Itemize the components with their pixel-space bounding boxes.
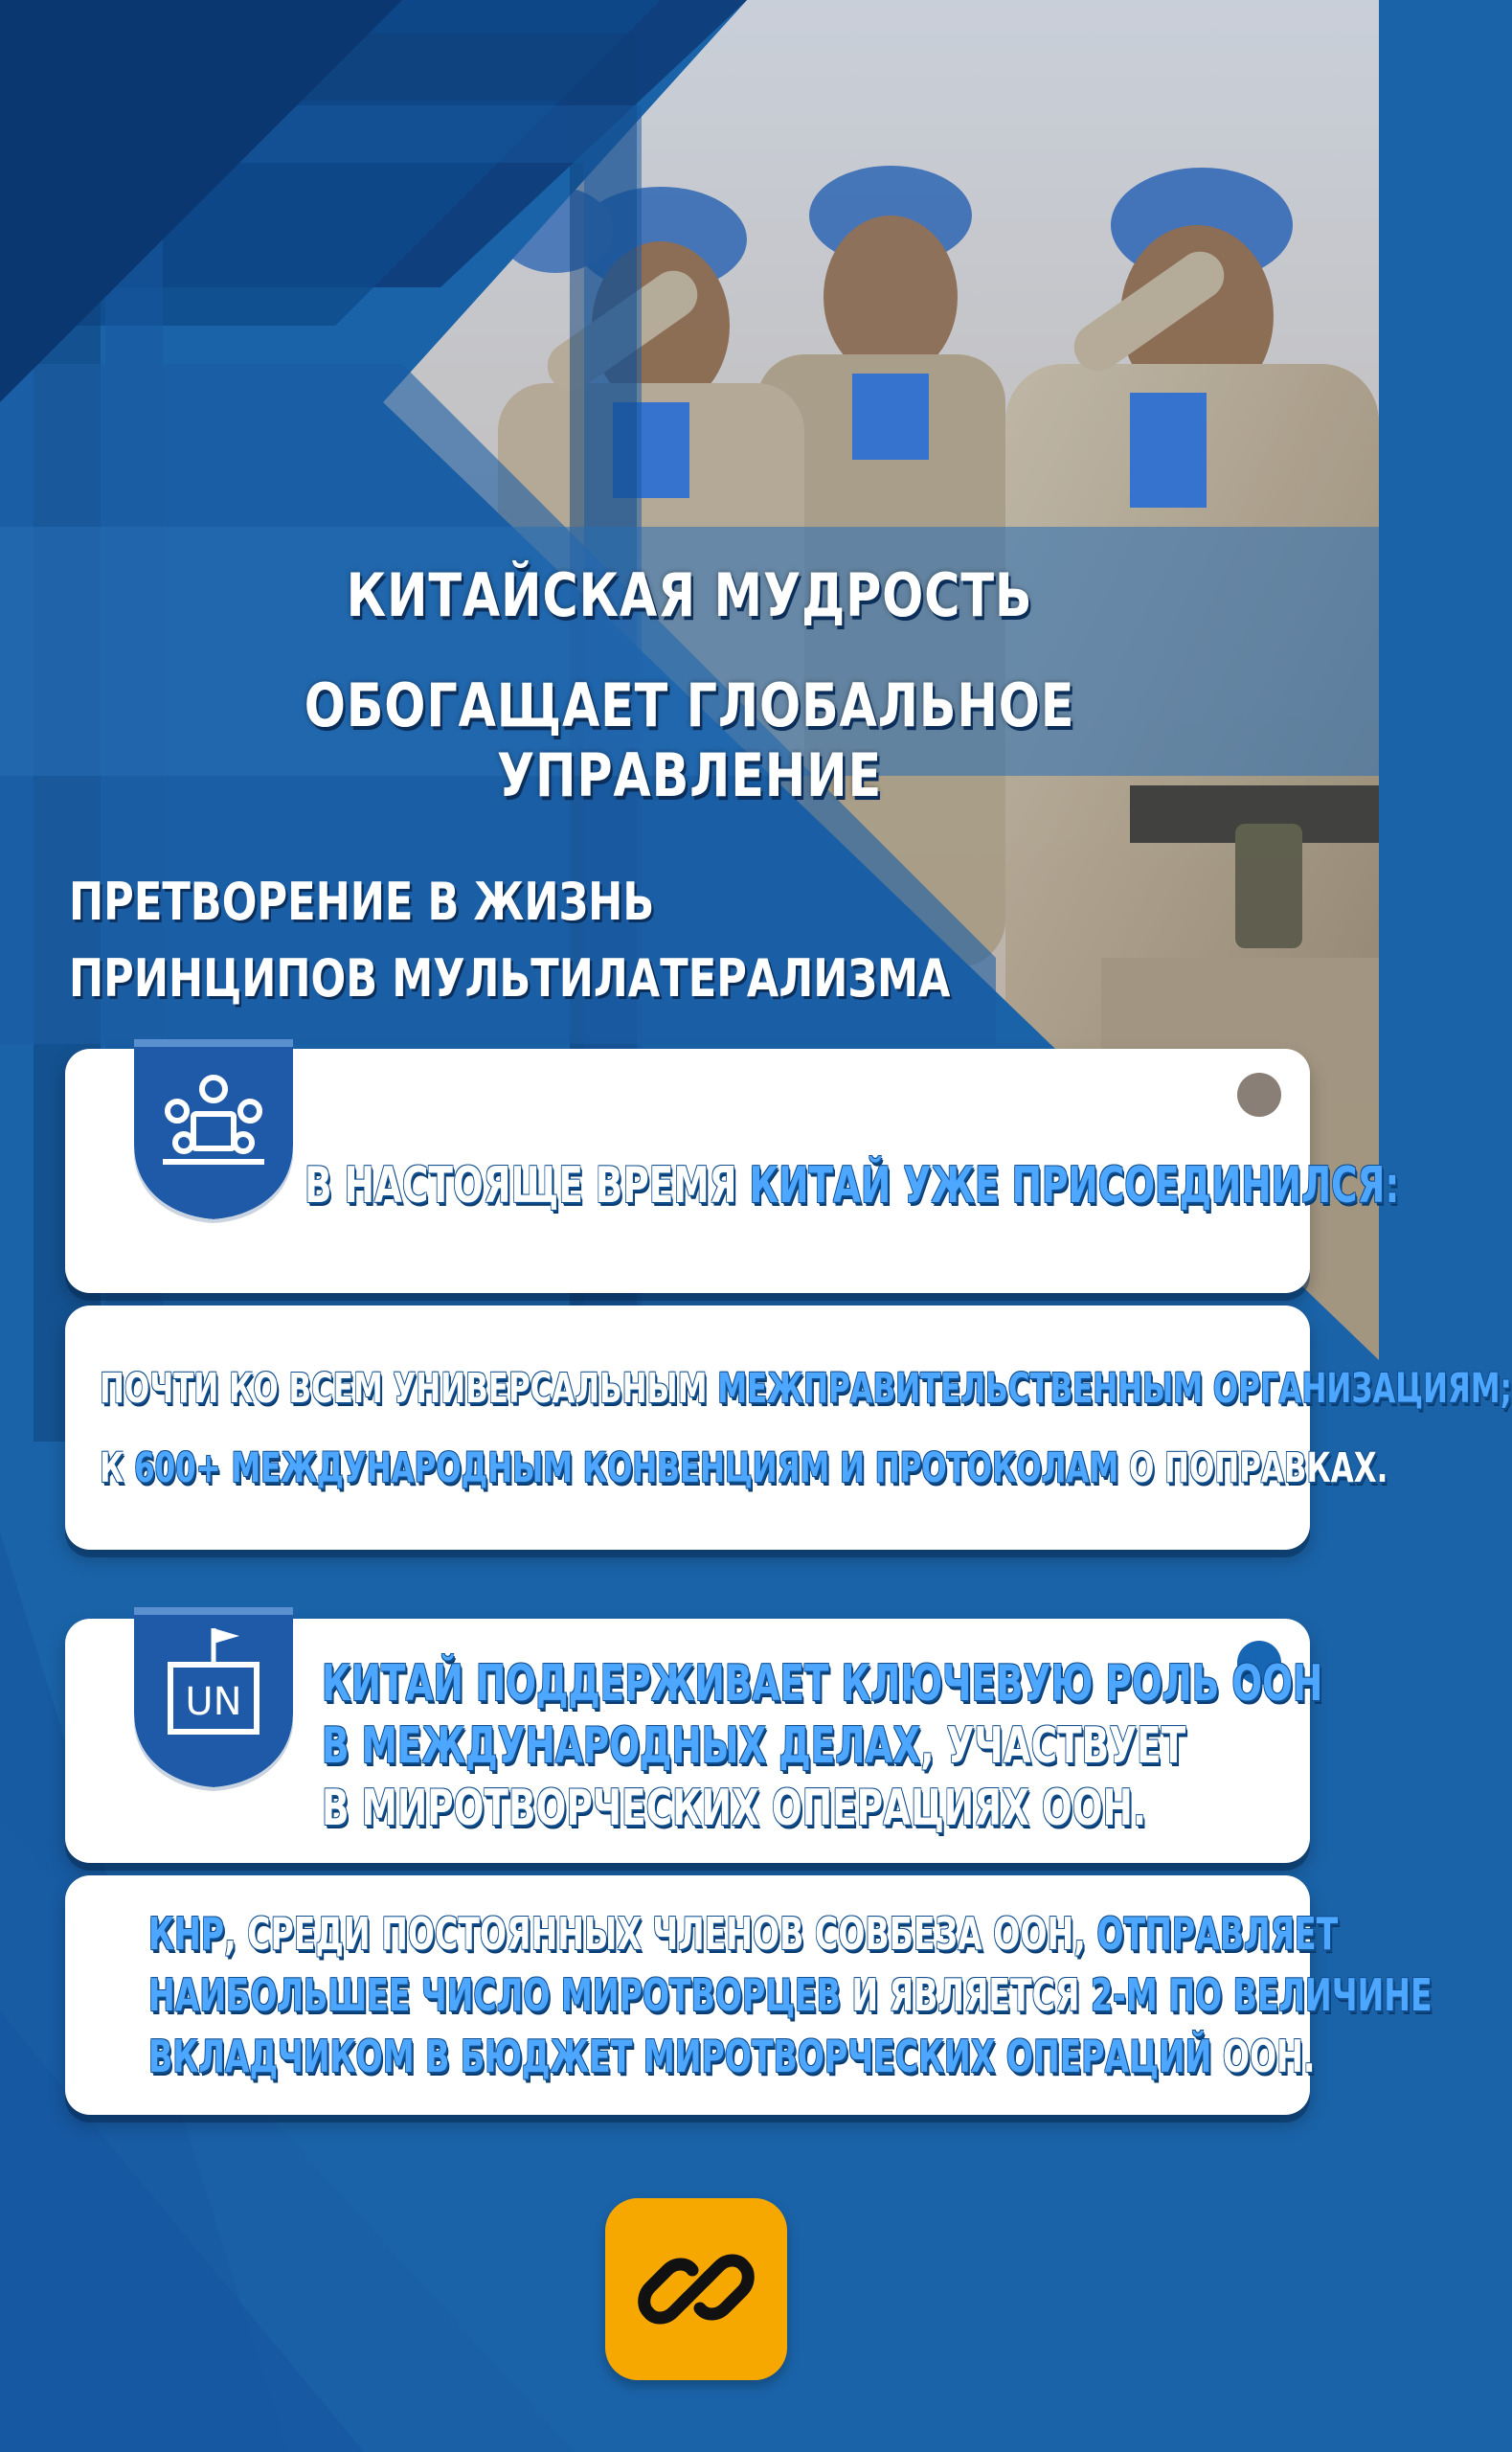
card4-line3-plain: ООН. — [1211, 2031, 1316, 2082]
card3-line3 — [322, 1780, 1146, 1837]
card4-line3-highlight: ВКЛАДЧИКОМ В БЮДЖЕТ МИРОТВОРЧЕСКИХ ОПЕРАЦИЙ — [148, 2031, 1212, 2082]
card4-line3 — [148, 2031, 1315, 2082]
card2-line2 — [100, 1444, 1388, 1492]
page-title-line2: ОБОГАЩАЕТ ГЛОБАЛЬНОЕ УПРАВЛЕНИЕ — [304, 670, 1075, 810]
card3-line2-highlight: В МЕЖДУНАРОДНЫХ ДЕЛАХ — [322, 1717, 921, 1775]
card4-line2-highlight1: НАИБОЛЬШЕЕ ЧИСЛО МИРОТВОРЦЕВ — [148, 1969, 841, 2021]
card2-line2-highlight: 600+ МЕЖДУНАРОДНЫМ КОНВЕНЦИЯМ И ПРОТОКОЛАМ — [134, 1444, 1119, 1492]
card3-line1-highlight: КИТАЙ ПОДДЕРЖИВАЕТ КЛЮЧЕВУЮ РОЛЬ ООН — [322, 1655, 1323, 1713]
section-heading-line1: ПРЕТВОРЕНИЕ В ЖИЗНЬ — [69, 872, 655, 932]
un-badge-text: UN — [185, 1680, 242, 1724]
card4-line2-plain: И ЯВЛЯЕТСЯ — [840, 1969, 1091, 2021]
card2-line1-plain: ПОЧТИ КО ВСЕМ УНИВЕРСАЛЬНЫМ — [100, 1365, 718, 1413]
link-button[interactable] — [605, 2198, 787, 2380]
card3-line3-plain: В МИРОТВОРЧЕСКИХ ОПЕРАЦИЯХ ООН. — [322, 1780, 1147, 1837]
un-badge — [134, 1607, 293, 1789]
card3-line2 — [322, 1717, 1185, 1775]
card4-line1-highlight1: КНР — [148, 1908, 225, 1960]
card1-plain: В НАСТОЯЩЕ ВРЕМЯ — [305, 1157, 750, 1215]
card-dot — [1237, 1073, 1281, 1117]
card4-line1-highlight2: ОТПРАВЛЯЕТ — [1096, 1908, 1339, 1960]
meeting-badge — [134, 1039, 293, 1221]
card4-line2-highlight2: 2-М ПО ВЕЛИЧИНЕ — [1090, 1969, 1433, 2021]
card1-highlight: КИТАЙ УЖЕ ПРИСОЕДИНИЛСЯ: — [749, 1157, 1400, 1215]
page-title-line1: КИТАЙСКАЯ МУДРОСТЬ — [346, 560, 1033, 630]
card4-line1 — [148, 1908, 1338, 1960]
card1-text — [305, 1157, 1399, 1215]
card2-line2-plain1: К — [100, 1444, 135, 1492]
card2-line1-highlight: МЕЖПРАВИТЕЛЬСТВЕННЫМ ОРГАНИЗАЦИЯМ; — [717, 1365, 1512, 1413]
section-heading-line2: ПРИНЦИПОВ МУЛЬТИЛАТЕРАЛИЗМА — [69, 948, 951, 1009]
card3-line2-plain: , УЧАСТВУЕТ — [920, 1717, 1186, 1775]
card2-line1 — [100, 1365, 1512, 1413]
card4-line2 — [148, 1969, 1433, 2021]
card3-line1 — [322, 1655, 1322, 1713]
link-icon — [639, 2232, 754, 2347]
card4-line1-plain: , СРЕДИ ПОСТОЯННЫХ ЧЛЕНОВ СОВБЕЗА ООН, — [224, 1908, 1097, 1960]
info-card-organizations — [65, 1305, 1310, 1550]
card2-line2-plain2: О ПОПРАВКАХ. — [1118, 1444, 1388, 1492]
